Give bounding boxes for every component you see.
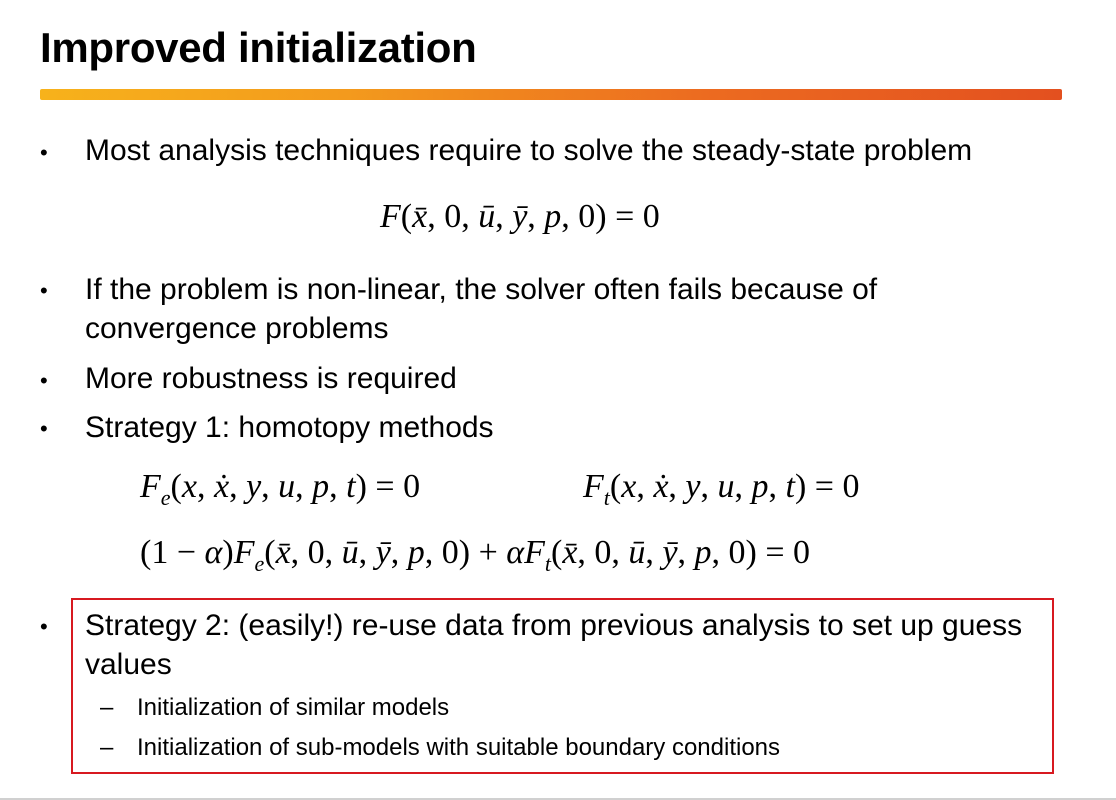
equation-ft: $F_t(x$, ẋ, y, u, p, t) = 0 [583, 468, 860, 510]
bullet-steady-state: Most analysis techniques require to solve the steady-state problem [85, 134, 973, 167]
sub-bullet-dash: – [100, 694, 114, 721]
equation-fe: $F_e(x$, ẋ, y, u, p, t) = 0 [140, 468, 421, 510]
bullet-marker: • [40, 416, 48, 441]
equation-steady-state: F(x̄, 0, ū, ȳ, p, 0) = 0 [380, 198, 660, 235]
bullet-marker: • [40, 278, 48, 303]
equation-homotopy: $(1 - \alpha)F_e(x̄$, 0, ū, ȳ, p, $0) + \alpha F_t(x̄$, 0, ū, ȳ, p, 0) = 0 [140, 534, 811, 576]
sub-bullet-sub-models: Initialization of sub-models with suitable boundary conditions [137, 734, 781, 761]
bullet-robustness: More robustness is required [85, 362, 457, 395]
title-underline-bar [40, 89, 1062, 100]
bullet-strategy-1: Strategy 1: homotopy methods [85, 411, 494, 444]
bullet-strategy-2: Strategy 2: (easily!) re-use data from previous analysis to set up guess values [85, 609, 1023, 681]
sub-bullet-dash: – [100, 734, 114, 761]
slide-title: Improved initialization [40, 24, 477, 71]
sub-bullet-similar-models: Initialization of similar models [137, 694, 450, 721]
bullet-marker: • [40, 140, 48, 165]
bullet-marker: • [40, 368, 48, 393]
bullet-nonlinear: If the problem is non-linear, the solver often fails because of convergence problems [85, 273, 878, 345]
bullet-marker: • [40, 614, 48, 639]
